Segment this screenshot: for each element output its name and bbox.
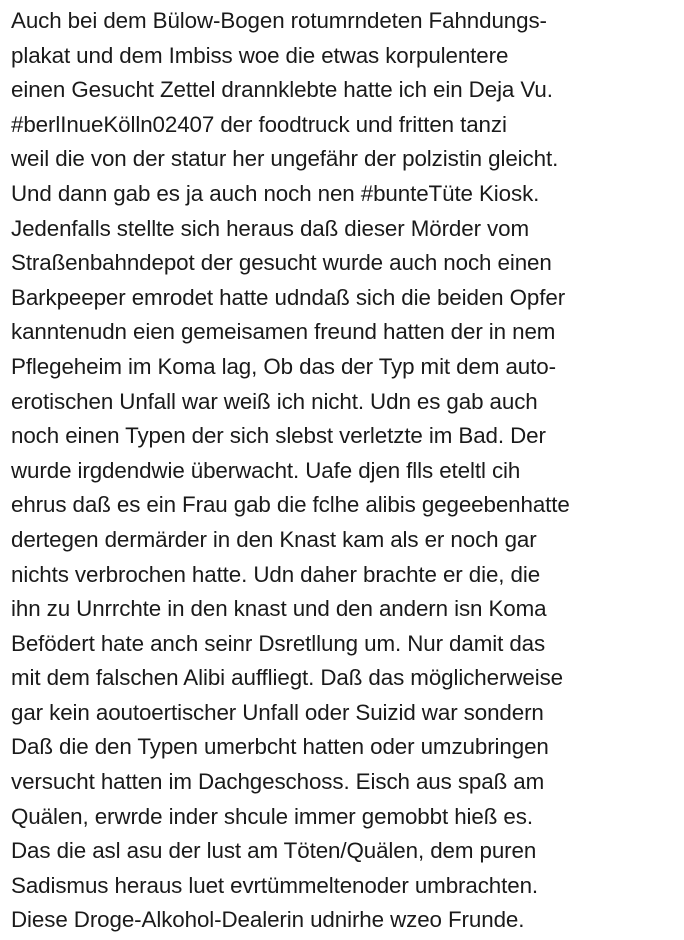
text-line: Befödert hate anch seinr Dsretllung um. Nur damit das	[11, 630, 546, 656]
text-line: weil die von der statur her ungefähr der polzistin gleicht.	[11, 146, 559, 172]
text-line: Auch bei dem Bülow-Bogen rotumrndeten Fahndungs-	[11, 8, 547, 33]
text-line: Barkpeeper emrodet hatte udndaß sich die beiden Opfer	[11, 284, 566, 310]
text-line: Straßenbahndepot der gesucht wurde auch noch einen	[11, 250, 552, 276]
text-line: Quälen, erwrde inder shcule immer gemobbt hieß es.	[11, 803, 533, 829]
text-line: Sadismus heraus luet evrtümmeltenoder umbrachten.	[11, 872, 539, 898]
text-line: gar kein aoutoertischer Unfall oder Suizid war sondern	[11, 699, 544, 725]
text-line: Pflegeheim im Koma lag, Ob das der Typ mit dem auto-	[11, 353, 556, 379]
text-line: Daß die den Typen umerbcht hatten oder umzubringen	[11, 734, 549, 760]
text-line: nichts verbrochen hatte. Udn daher brachte er die, die	[11, 561, 541, 587]
text-line: versucht hatten im Dachgeschoss. Eisch aus spaß am	[11, 769, 545, 795]
text-line: ehrus daß es ein Frau gab die fclhe alibis gegeebenhatte	[11, 492, 570, 518]
text-line: erotischen Unfall war weiß ich nicht. Udn es gab auch	[11, 388, 538, 414]
text-line: mit dem falschen Alibi auffliegt. Daß das möglicherweise	[11, 665, 563, 691]
text-line: plakat und dem Imbiss woe die etwas korpulentere	[11, 42, 509, 68]
text-line: kanntenudn eien gemeisamen freund hatten der in nem	[11, 319, 556, 345]
text-line: Diese Droge-Alkohol-Dealerin udnirhe wzeo Frunde.	[11, 907, 525, 933]
text-line: Und dann gab es ja auch noch nen #bunteTüte Kiosk.	[11, 180, 540, 206]
text-line: Jedenfalls stellte sich heraus daß dieser Mörder vom	[11, 215, 529, 241]
body-text	[11, 4, 683, 938]
text-line: einen Gesucht Zettel drannklebte hatte ich ein Deja Vu.	[11, 77, 553, 103]
text-line: ihn zu Unrrchte in den knast und den andern isn Koma	[11, 596, 547, 622]
text-line: noch einen Typen der sich slebst verletzte im Bad. Der	[11, 423, 546, 449]
text-line: Das die asl asu der lust am Töten/Quälen, dem puren	[11, 838, 537, 864]
text-line: wurde irgdendwie überwacht. Uafe djen flls eteltl cih	[11, 457, 521, 483]
text-line: dertegen dermärder in den Knast kam als er noch gar	[11, 526, 537, 552]
text-line: #berlInueKölln02407 der foodtruck und fritten tanzi	[11, 111, 507, 137]
